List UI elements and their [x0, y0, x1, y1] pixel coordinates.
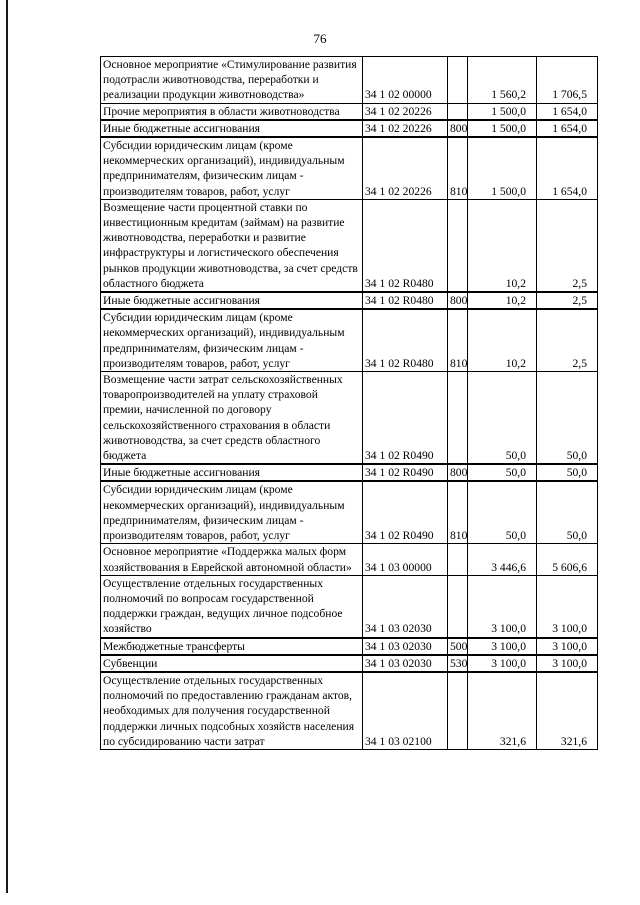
row-code: 34 1 02 00000	[363, 57, 448, 104]
table-row	[101, 638, 598, 655]
row-value-1: 50,0	[468, 481, 537, 543]
row-value-2: 321,6	[537, 672, 598, 750]
row-code: 34 1 02 20226	[363, 103, 448, 120]
row-expense-type	[448, 672, 468, 750]
row-name: Субсидии юридическим лицам (кроме некоммерческих организаций), индивидуальным предпринимателям, физическим лицам - производителям товаров, работ, услуг	[101, 137, 363, 199]
table-row	[101, 120, 598, 137]
row-name: Основное мероприятие «Поддержка малых форм хозяйствования в Еврейской автономной области»	[101, 544, 363, 575]
table-row	[101, 655, 598, 672]
row-name: Основное мероприятие «Стимулирование развития подотрасли животноводства, переработки и реализации продукции животноводства»	[101, 57, 363, 104]
row-name: Осуществление отдельных государственных полномочий по предоставлению гражданам актов, необходимых для получения государственной поддержки личных подсобных хозяйств населения по субсидированию части затрат	[101, 672, 363, 750]
row-code: 34 1 03 02030	[363, 575, 448, 637]
row-value-1: 3 100,0	[468, 575, 537, 637]
table-row	[101, 137, 598, 199]
row-name: Иные бюджетные ассигнования	[101, 464, 363, 481]
row-expense-type: 800	[448, 464, 468, 481]
table-row	[101, 103, 598, 120]
row-expense-type: 810	[448, 309, 468, 371]
table-row	[101, 57, 598, 104]
page-number: 76	[313, 31, 327, 46]
row-value-1: 50,0	[468, 372, 537, 465]
row-value-2: 50,0	[537, 372, 598, 465]
row-value-1: 321,6	[468, 672, 537, 750]
row-name: Иные бюджетные ассигнования	[101, 292, 363, 309]
table-row	[101, 672, 598, 750]
row-code: 34 1 02 R0490	[363, 464, 448, 481]
row-value-1: 1 500,0	[468, 103, 537, 120]
table-row	[101, 464, 598, 481]
table-row	[101, 544, 598, 575]
row-code: 34 1 03 02030	[363, 638, 448, 655]
row-expense-type: 810	[448, 481, 468, 543]
budget-table	[100, 56, 598, 750]
row-value-2: 3 100,0	[537, 638, 598, 655]
row-value-1: 1 500,0	[468, 137, 537, 199]
table-row	[101, 309, 598, 371]
row-name: Межбюджетные трансферты	[101, 638, 363, 655]
row-value-2: 3 100,0	[537, 575, 598, 637]
row-code: 34 1 02 R0480	[363, 309, 448, 371]
row-value-1: 1 560,2	[468, 57, 537, 104]
row-value-1: 10,2	[468, 309, 537, 371]
row-value-2: 2,5	[537, 309, 598, 371]
row-code: 34 1 03 02030	[363, 655, 448, 672]
row-expense-type: 810	[448, 137, 468, 199]
row-name: Прочие мероприятия в области животноводства	[101, 103, 363, 120]
table-row	[101, 199, 598, 292]
row-value-2: 1 654,0	[537, 137, 598, 199]
row-expense-type	[448, 544, 468, 575]
row-value-2: 5 606,6	[537, 544, 598, 575]
row-expense-type: 800	[448, 120, 468, 137]
row-expense-type: 530	[448, 655, 468, 672]
row-code: 34 1 02 R0490	[363, 481, 448, 543]
row-expense-type	[448, 57, 468, 104]
row-value-2: 2,5	[537, 292, 598, 309]
row-expense-type: 500	[448, 638, 468, 655]
row-code: 34 1 03 02100	[363, 672, 448, 750]
row-name: Возмещение части затрат сельскохозяйственных товаропроизводителей на уплату страховой премии, начисленной по договору сельскохозяйственного страхования в области животноводства, за счет средств областного бюджета	[101, 372, 363, 465]
row-value-1: 3 100,0	[468, 638, 537, 655]
row-expense-type	[448, 372, 468, 465]
row-value-1: 50,0	[468, 464, 537, 481]
row-name: Возмещение части процентной ставки по инвестиционным кредитам (займам) на развитие животноводства, переработки и развитие инфраструктуры и логистического обеспечения рынков продукции животноводства, за счет средств областного бюджета	[101, 199, 363, 292]
row-value-2: 1 706,5	[537, 57, 598, 104]
row-value-1: 1 500,0	[468, 120, 537, 137]
table-row	[101, 292, 598, 309]
row-value-1: 10,2	[468, 199, 537, 292]
row-name: Субсидии юридическим лицам (кроме некоммерческих организаций), индивидуальным предпринимателям, физическим лицам - производителям товаров, работ, услуг	[101, 309, 363, 371]
table-row	[101, 481, 598, 543]
row-expense-type: 800	[448, 292, 468, 309]
row-code: 34 1 02 R0480	[363, 199, 448, 292]
row-name: Иные бюджетные ассигнования	[101, 120, 363, 137]
row-expense-type	[448, 199, 468, 292]
row-code: 34 1 02 20226	[363, 137, 448, 199]
row-value-2: 2,5	[537, 199, 598, 292]
row-name: Субвенции	[101, 655, 363, 672]
row-expense-type	[448, 575, 468, 637]
row-value-2: 3 100,0	[537, 655, 598, 672]
row-expense-type	[448, 103, 468, 120]
row-value-2: 50,0	[537, 481, 598, 543]
table-row	[101, 372, 598, 465]
row-name: Осуществление отдельных государственных полномочий по вопросам государственной поддержки граждан, ведущих личное подсобное хозяйство	[101, 575, 363, 637]
row-value-2: 1 654,0	[537, 120, 598, 137]
row-value-1: 3 100,0	[468, 655, 537, 672]
row-code: 34 1 02 R0490	[363, 372, 448, 465]
row-value-2: 50,0	[537, 464, 598, 481]
row-value-1: 3 446,6	[468, 544, 537, 575]
row-value-1: 10,2	[468, 292, 537, 309]
row-name: Субсидии юридическим лицам (кроме некоммерческих организаций), индивидуальным предпринимателям, физическим лицам - производителям товаров, работ, услуг	[101, 481, 363, 543]
row-value-2: 1 654,0	[537, 103, 598, 120]
row-code: 34 1 03 00000	[363, 544, 448, 575]
row-code: 34 1 02 R0480	[363, 292, 448, 309]
row-code: 34 1 02 20226	[363, 120, 448, 137]
scan-edge-line	[6, 0, 8, 893]
table-row	[101, 575, 598, 637]
